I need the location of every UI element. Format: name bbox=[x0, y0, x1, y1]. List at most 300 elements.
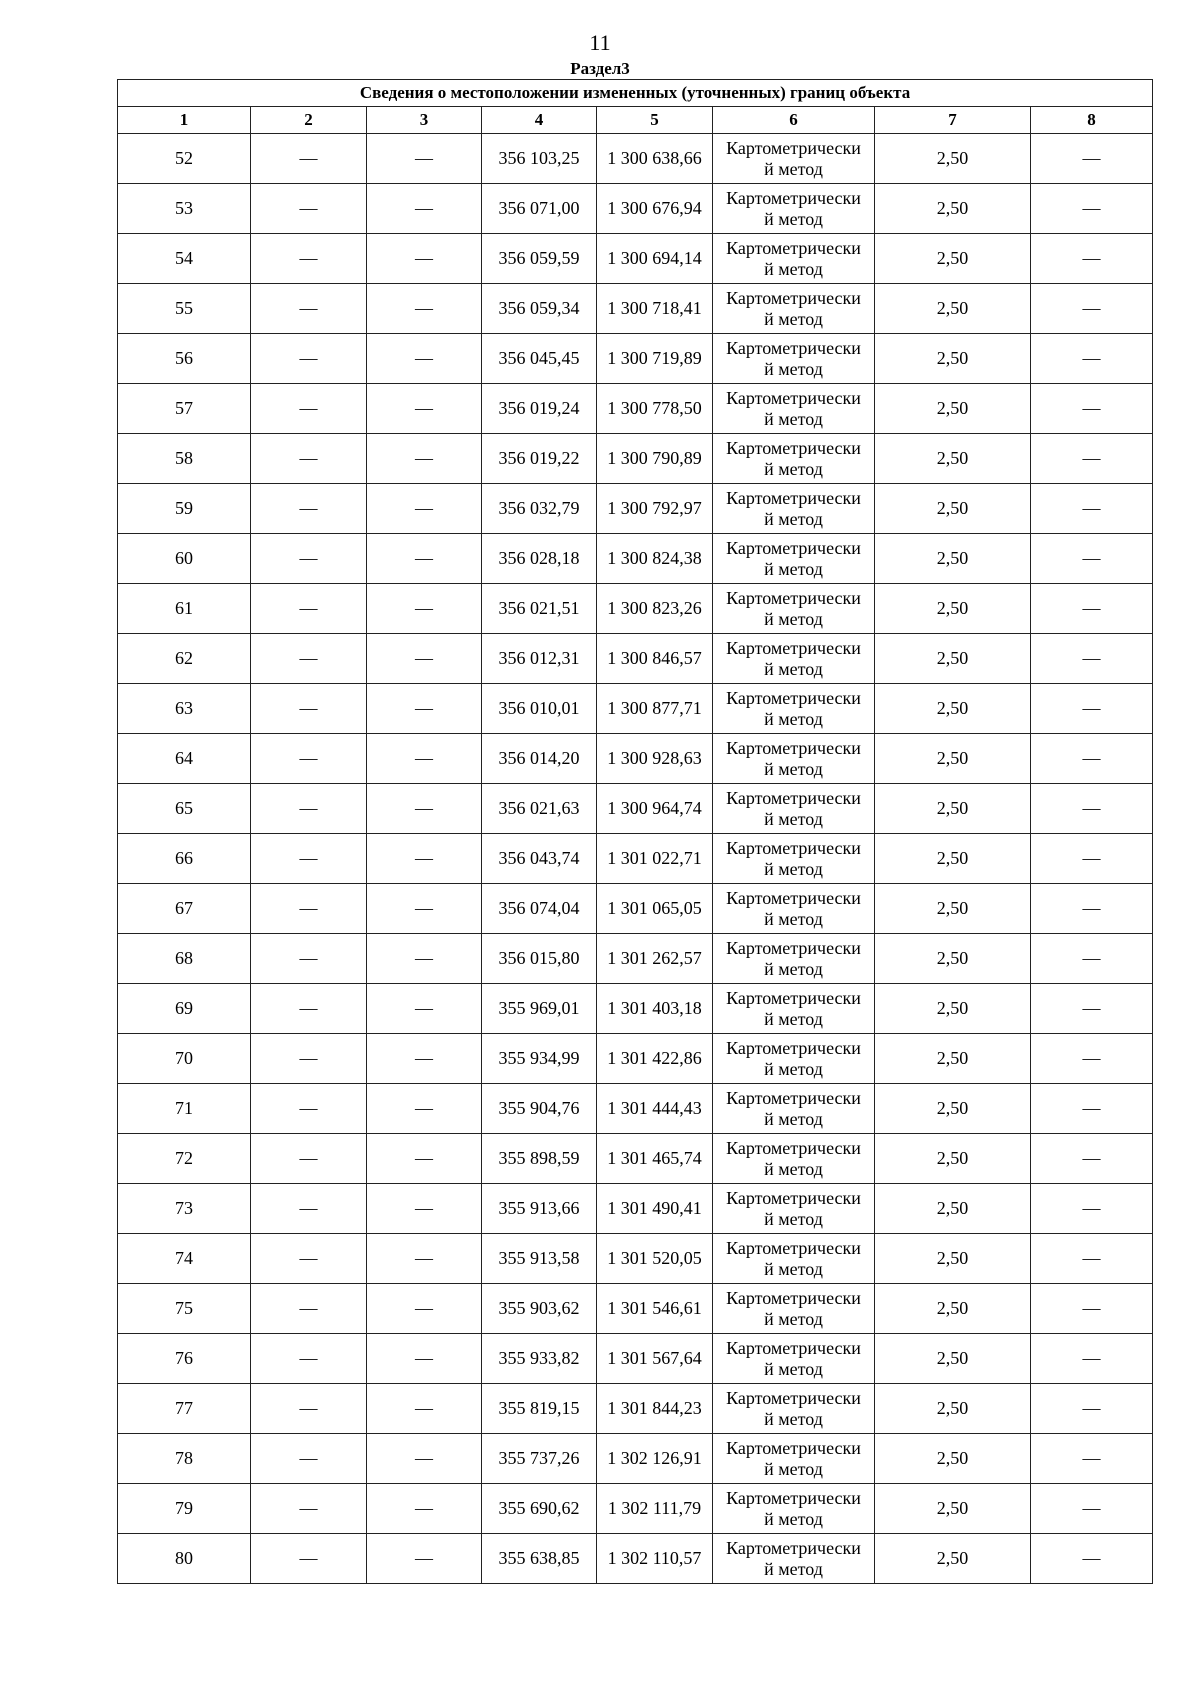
x-coordinate-cell: 356 028,18 bbox=[482, 534, 597, 584]
accuracy-cell: 2,50 bbox=[875, 484, 1031, 534]
method-line-1: Картометрически bbox=[726, 987, 861, 1008]
method-line-2: й метод bbox=[764, 558, 823, 579]
method-cell bbox=[713, 1484, 875, 1534]
table-row bbox=[118, 234, 1153, 284]
x-coordinate-cell: 356 010,01 bbox=[482, 684, 597, 734]
col8-cell: — bbox=[1031, 934, 1153, 984]
col3-cell: — bbox=[367, 734, 482, 784]
point-number-cell: 72 bbox=[118, 1134, 251, 1184]
method-line-1: Картометрически bbox=[726, 887, 861, 908]
accuracy-cell: 2,50 bbox=[875, 684, 1031, 734]
col2-cell: — bbox=[251, 1284, 367, 1334]
method-line-1: Картометрически bbox=[726, 1337, 861, 1358]
accuracy-cell: 2,50 bbox=[875, 334, 1031, 384]
method-line-1: Картометрически bbox=[726, 737, 861, 758]
table-row bbox=[118, 934, 1153, 984]
y-coordinate-cell: 1 301 465,74 bbox=[597, 1134, 713, 1184]
x-coordinate-cell: 355 904,76 bbox=[482, 1084, 597, 1134]
method-line-2: й метод bbox=[764, 1458, 823, 1479]
x-coordinate-cell: 356 074,04 bbox=[482, 884, 597, 934]
method-line-2: й метод bbox=[764, 708, 823, 729]
method-line-1: Картометрически bbox=[726, 1537, 861, 1558]
x-coordinate-cell: 355 898,59 bbox=[482, 1134, 597, 1184]
point-number-cell: 58 bbox=[118, 434, 251, 484]
point-number-cell: 68 bbox=[118, 934, 251, 984]
y-coordinate-cell: 1 302 111,79 bbox=[597, 1484, 713, 1534]
col8-cell: — bbox=[1031, 1384, 1153, 1434]
y-coordinate-cell: 1 301 403,18 bbox=[597, 984, 713, 1034]
method-line-1: Картометрически bbox=[726, 687, 861, 708]
column-header: 3 bbox=[367, 107, 482, 134]
table-row bbox=[118, 1484, 1153, 1534]
accuracy-cell: 2,50 bbox=[875, 1134, 1031, 1184]
y-coordinate-cell: 1 300 676,94 bbox=[597, 184, 713, 234]
table-row bbox=[118, 1384, 1153, 1434]
method-line-1: Картометрически bbox=[726, 437, 861, 458]
page-number: 11 bbox=[589, 30, 611, 55]
accuracy-cell: 2,50 bbox=[875, 834, 1031, 884]
col2-cell: — bbox=[251, 784, 367, 834]
accuracy-cell: 2,50 bbox=[875, 434, 1031, 484]
method-line-1: Картометрически bbox=[726, 1137, 861, 1158]
column-header: 6 bbox=[713, 107, 875, 134]
col2-cell: — bbox=[251, 1534, 367, 1584]
method-cell bbox=[713, 1134, 875, 1184]
x-coordinate-cell: 356 019,24 bbox=[482, 384, 597, 434]
method-cell bbox=[713, 534, 875, 584]
x-coordinate-cell: 356 103,25 bbox=[482, 134, 597, 184]
col2-cell: — bbox=[251, 1234, 367, 1284]
accuracy-cell: 2,50 bbox=[875, 284, 1031, 334]
x-coordinate-cell: 355 819,15 bbox=[482, 1384, 597, 1434]
point-number-cell: 56 bbox=[118, 334, 251, 384]
table-row bbox=[118, 1034, 1153, 1084]
point-number-cell: 73 bbox=[118, 1184, 251, 1234]
col2-cell: — bbox=[251, 384, 367, 434]
col3-cell: — bbox=[367, 134, 482, 184]
x-coordinate-cell: 356 019,22 bbox=[482, 434, 597, 484]
col3-cell: — bbox=[367, 584, 482, 634]
method-cell bbox=[713, 1084, 875, 1134]
col3-cell: — bbox=[367, 984, 482, 1034]
x-coordinate-cell: 356 012,31 bbox=[482, 634, 597, 684]
point-number-cell: 79 bbox=[118, 1484, 251, 1534]
point-number-cell: 64 bbox=[118, 734, 251, 784]
col3-cell: — bbox=[367, 1084, 482, 1134]
table-row bbox=[118, 784, 1153, 834]
method-line-2: й метод bbox=[764, 508, 823, 529]
accuracy-cell: 2,50 bbox=[875, 184, 1031, 234]
accuracy-cell: 2,50 bbox=[875, 934, 1031, 984]
y-coordinate-cell: 1 301 546,61 bbox=[597, 1284, 713, 1334]
col2-cell: — bbox=[251, 684, 367, 734]
method-cell bbox=[713, 784, 875, 834]
method-line-2: й метод bbox=[764, 808, 823, 829]
point-number-cell: 69 bbox=[118, 984, 251, 1034]
accuracy-cell: 2,50 bbox=[875, 984, 1031, 1034]
method-line-1: Картометрически bbox=[726, 337, 861, 358]
x-coordinate-cell: 356 059,59 bbox=[482, 234, 597, 284]
col8-cell: — bbox=[1031, 634, 1153, 684]
col3-cell: — bbox=[367, 434, 482, 484]
col2-cell: — bbox=[251, 584, 367, 634]
x-coordinate-cell: 355 913,58 bbox=[482, 1234, 597, 1284]
method-line-2: й метод bbox=[764, 258, 823, 279]
method-line-1: Картометрически bbox=[726, 1087, 861, 1108]
method-line-2: й метод bbox=[764, 908, 823, 929]
accuracy-cell: 2,50 bbox=[875, 1384, 1031, 1434]
table-row bbox=[118, 1534, 1153, 1584]
point-number-cell: 60 bbox=[118, 534, 251, 584]
method-line-2: й метод bbox=[764, 358, 823, 379]
method-line-1: Картометрически bbox=[726, 237, 861, 258]
col3-cell: — bbox=[367, 884, 482, 934]
col2-cell: — bbox=[251, 1184, 367, 1234]
col2-cell: — bbox=[251, 284, 367, 334]
col8-cell: — bbox=[1031, 534, 1153, 584]
method-cell bbox=[713, 284, 875, 334]
col2-cell: — bbox=[251, 984, 367, 1034]
method-cell bbox=[713, 334, 875, 384]
method-cell bbox=[713, 1234, 875, 1284]
table-row bbox=[118, 534, 1153, 584]
y-coordinate-cell: 1 301 262,57 bbox=[597, 934, 713, 984]
method-line-1: Картометрически bbox=[726, 287, 861, 308]
table-row bbox=[118, 584, 1153, 634]
method-line-2: й метод bbox=[764, 458, 823, 479]
method-line-1: Картометрически bbox=[726, 1237, 861, 1258]
column-header: 5 bbox=[597, 107, 713, 134]
col2-cell: — bbox=[251, 1084, 367, 1134]
point-number-cell: 70 bbox=[118, 1034, 251, 1084]
col3-cell: — bbox=[367, 334, 482, 384]
method-line-1: Картометрически bbox=[726, 1187, 861, 1208]
y-coordinate-cell: 1 301 490,41 bbox=[597, 1184, 713, 1234]
y-coordinate-cell: 1 301 567,64 bbox=[597, 1334, 713, 1384]
y-coordinate-cell: 1 300 928,63 bbox=[597, 734, 713, 784]
method-cell bbox=[713, 984, 875, 1034]
col8-cell: — bbox=[1031, 284, 1153, 334]
x-coordinate-cell: 356 045,45 bbox=[482, 334, 597, 384]
method-line-1: Картометрически bbox=[726, 1387, 861, 1408]
col2-cell: — bbox=[251, 234, 367, 284]
point-number-cell: 52 bbox=[118, 134, 251, 184]
x-coordinate-cell: 355 638,85 bbox=[482, 1534, 597, 1584]
method-cell bbox=[713, 234, 875, 284]
y-coordinate-cell: 1 300 719,89 bbox=[597, 334, 713, 384]
col2-cell: — bbox=[251, 484, 367, 534]
col2-cell: — bbox=[251, 1434, 367, 1484]
x-coordinate-cell: 356 071,00 bbox=[482, 184, 597, 234]
table-row bbox=[118, 984, 1153, 1034]
y-coordinate-cell: 1 301 844,23 bbox=[597, 1384, 713, 1434]
y-coordinate-cell: 1 302 110,57 bbox=[597, 1534, 713, 1584]
y-coordinate-cell: 1 300 718,41 bbox=[597, 284, 713, 334]
y-coordinate-cell: 1 300 877,71 bbox=[597, 684, 713, 734]
x-coordinate-cell: 355 903,62 bbox=[482, 1284, 597, 1334]
method-line-2: й метод bbox=[764, 758, 823, 779]
column-header: 8 bbox=[1031, 107, 1153, 134]
x-coordinate-cell: 355 933,82 bbox=[482, 1334, 597, 1384]
method-cell bbox=[713, 434, 875, 484]
method-line-2: й метод bbox=[764, 1208, 823, 1229]
method-line-2: й метод bbox=[764, 1508, 823, 1529]
accuracy-cell: 2,50 bbox=[875, 784, 1031, 834]
method-line-2: й метод bbox=[764, 308, 823, 329]
y-coordinate-cell: 1 302 126,91 bbox=[597, 1434, 713, 1484]
method-cell bbox=[713, 134, 875, 184]
col2-cell: — bbox=[251, 1384, 367, 1434]
accuracy-cell: 2,50 bbox=[875, 1184, 1031, 1234]
method-line-2: й метод bbox=[764, 608, 823, 629]
x-coordinate-cell: 355 969,01 bbox=[482, 984, 597, 1034]
x-coordinate-cell: 355 690,62 bbox=[482, 1484, 597, 1534]
point-number-cell: 76 bbox=[118, 1334, 251, 1384]
y-coordinate-cell: 1 301 444,43 bbox=[597, 1084, 713, 1134]
table-row bbox=[118, 184, 1153, 234]
table-row bbox=[118, 434, 1153, 484]
point-number-cell: 59 bbox=[118, 484, 251, 534]
x-coordinate-cell: 355 737,26 bbox=[482, 1434, 597, 1484]
col3-cell: — bbox=[367, 284, 482, 334]
x-coordinate-cell: 356 021,51 bbox=[482, 584, 597, 634]
col3-cell: — bbox=[367, 184, 482, 234]
x-coordinate-cell: 356 059,34 bbox=[482, 284, 597, 334]
col8-cell: — bbox=[1031, 1184, 1153, 1234]
col8-cell: — bbox=[1031, 584, 1153, 634]
accuracy-cell: 2,50 bbox=[875, 134, 1031, 184]
method-line-1: Картометрически bbox=[726, 937, 861, 958]
method-cell bbox=[713, 1384, 875, 1434]
col3-cell: — bbox=[367, 1434, 482, 1484]
method-cell bbox=[713, 1184, 875, 1234]
table-row bbox=[118, 1284, 1153, 1334]
method-line-1: Картометрически bbox=[726, 537, 861, 558]
accuracy-cell: 2,50 bbox=[875, 1034, 1031, 1084]
y-coordinate-cell: 1 301 065,05 bbox=[597, 884, 713, 934]
method-line-1: Картометрически bbox=[726, 487, 861, 508]
column-header-row bbox=[118, 107, 1153, 134]
x-coordinate-cell: 355 934,99 bbox=[482, 1034, 597, 1084]
method-cell bbox=[713, 684, 875, 734]
col2-cell: — bbox=[251, 1334, 367, 1384]
point-number-cell: 63 bbox=[118, 684, 251, 734]
method-line-2: й метод bbox=[764, 158, 823, 179]
col8-cell: — bbox=[1031, 134, 1153, 184]
method-line-2: й метод bbox=[764, 1158, 823, 1179]
column-header: 7 bbox=[875, 107, 1031, 134]
col3-cell: — bbox=[367, 1284, 482, 1334]
table-row bbox=[118, 684, 1153, 734]
method-line-1: Картометрически bbox=[726, 637, 861, 658]
table-row bbox=[118, 1334, 1153, 1384]
y-coordinate-cell: 1 301 022,71 bbox=[597, 834, 713, 884]
method-cell bbox=[713, 584, 875, 634]
col2-cell: — bbox=[251, 1034, 367, 1084]
x-coordinate-cell: 355 913,66 bbox=[482, 1184, 597, 1234]
table-row bbox=[118, 1084, 1153, 1134]
col3-cell: — bbox=[367, 684, 482, 734]
method-line-2: й метод bbox=[764, 658, 823, 679]
col8-cell: — bbox=[1031, 1084, 1153, 1134]
method-cell bbox=[713, 884, 875, 934]
col8-cell: — bbox=[1031, 384, 1153, 434]
col3-cell: — bbox=[367, 1334, 482, 1384]
table-row bbox=[118, 1434, 1153, 1484]
col2-cell: — bbox=[251, 934, 367, 984]
method-line-2: й метод bbox=[764, 1058, 823, 1079]
x-coordinate-cell: 356 043,74 bbox=[482, 834, 597, 884]
y-coordinate-cell: 1 300 824,38 bbox=[597, 534, 713, 584]
method-cell bbox=[713, 184, 875, 234]
y-coordinate-cell: 1 300 790,89 bbox=[597, 434, 713, 484]
col8-cell: — bbox=[1031, 1034, 1153, 1084]
col8-cell: — bbox=[1031, 1534, 1153, 1584]
x-coordinate-cell: 356 015,80 bbox=[482, 934, 597, 984]
col2-cell: — bbox=[251, 884, 367, 934]
y-coordinate-cell: 1 300 823,26 bbox=[597, 584, 713, 634]
method-line-1: Картометрически bbox=[726, 1287, 861, 1308]
y-coordinate-cell: 1 300 846,57 bbox=[597, 634, 713, 684]
accuracy-cell: 2,50 bbox=[875, 1084, 1031, 1134]
table-row bbox=[118, 1134, 1153, 1184]
method-cell bbox=[713, 1034, 875, 1084]
method-line-2: й метод bbox=[764, 1358, 823, 1379]
column-header: 1 bbox=[118, 107, 251, 134]
accuracy-cell: 2,50 bbox=[875, 1484, 1031, 1534]
method-line-1: Картометрически bbox=[726, 1487, 861, 1508]
method-cell bbox=[713, 634, 875, 684]
method-cell bbox=[713, 1434, 875, 1484]
col8-cell: — bbox=[1031, 1334, 1153, 1384]
table-row bbox=[118, 284, 1153, 334]
col3-cell: — bbox=[367, 834, 482, 884]
method-line-2: й метод bbox=[764, 1308, 823, 1329]
table-row bbox=[118, 884, 1153, 934]
point-number-cell: 75 bbox=[118, 1284, 251, 1334]
table-caption: Сведения о местоположении измененных (уточненных) границ объекта bbox=[118, 80, 1153, 107]
col2-cell: — bbox=[251, 834, 367, 884]
coordinates-table bbox=[117, 79, 1153, 1584]
x-coordinate-cell: 356 021,63 bbox=[482, 784, 597, 834]
col3-cell: — bbox=[367, 1234, 482, 1284]
table-row bbox=[118, 484, 1153, 534]
point-number-cell: 78 bbox=[118, 1434, 251, 1484]
point-number-cell: 67 bbox=[118, 884, 251, 934]
x-coordinate-cell: 356 014,20 bbox=[482, 734, 597, 784]
method-cell bbox=[713, 1284, 875, 1334]
table-row bbox=[118, 1184, 1153, 1234]
point-number-cell: 71 bbox=[118, 1084, 251, 1134]
accuracy-cell: 2,50 bbox=[875, 734, 1031, 784]
point-number-cell: 53 bbox=[118, 184, 251, 234]
method-line-1: Картометрически bbox=[726, 137, 861, 158]
method-line-2: й метод bbox=[764, 1108, 823, 1129]
col8-cell: — bbox=[1031, 834, 1153, 884]
col8-cell: — bbox=[1031, 1284, 1153, 1334]
col8-cell: — bbox=[1031, 734, 1153, 784]
accuracy-cell: 2,50 bbox=[875, 634, 1031, 684]
col8-cell: — bbox=[1031, 184, 1153, 234]
accuracy-cell: 2,50 bbox=[875, 1334, 1031, 1384]
method-line-2: й метод bbox=[764, 958, 823, 979]
accuracy-cell: 2,50 bbox=[875, 1534, 1031, 1584]
method-line-1: Картометрически bbox=[726, 187, 861, 208]
accuracy-cell: 2,50 bbox=[875, 534, 1031, 584]
method-line-2: й метод bbox=[764, 208, 823, 229]
method-cell bbox=[713, 734, 875, 784]
point-number-cell: 66 bbox=[118, 834, 251, 884]
col8-cell: — bbox=[1031, 784, 1153, 834]
method-cell bbox=[713, 934, 875, 984]
col3-cell: — bbox=[367, 1534, 482, 1584]
col2-cell: — bbox=[251, 1134, 367, 1184]
point-number-cell: 80 bbox=[118, 1534, 251, 1584]
y-coordinate-cell: 1 300 778,50 bbox=[597, 384, 713, 434]
col2-cell: — bbox=[251, 1484, 367, 1534]
col8-cell: — bbox=[1031, 684, 1153, 734]
method-line-1: Картометрически bbox=[726, 587, 861, 608]
col3-cell: — bbox=[367, 1034, 482, 1084]
method-line-2: й метод bbox=[764, 1008, 823, 1029]
accuracy-cell: 2,50 bbox=[875, 1434, 1031, 1484]
col3-cell: — bbox=[367, 1384, 482, 1434]
method-cell bbox=[713, 384, 875, 434]
col2-cell: — bbox=[251, 734, 367, 784]
method-line-1: Картометрически bbox=[726, 1037, 861, 1058]
y-coordinate-cell: 1 301 422,86 bbox=[597, 1034, 713, 1084]
col8-cell: — bbox=[1031, 434, 1153, 484]
accuracy-cell: 2,50 bbox=[875, 234, 1031, 284]
method-line-2: й метод bbox=[764, 858, 823, 879]
point-number-cell: 77 bbox=[118, 1384, 251, 1434]
point-number-cell: 74 bbox=[118, 1234, 251, 1284]
method-cell bbox=[713, 1334, 875, 1384]
col3-cell: — bbox=[367, 1184, 482, 1234]
accuracy-cell: 2,50 bbox=[875, 584, 1031, 634]
col8-cell: — bbox=[1031, 884, 1153, 934]
point-number-cell: 65 bbox=[118, 784, 251, 834]
col3-cell: — bbox=[367, 484, 482, 534]
col3-cell: — bbox=[367, 1484, 482, 1534]
point-number-cell: 55 bbox=[118, 284, 251, 334]
table-row bbox=[118, 634, 1153, 684]
accuracy-cell: 2,50 bbox=[875, 1284, 1031, 1334]
col8-cell: — bbox=[1031, 984, 1153, 1034]
col8-cell: — bbox=[1031, 234, 1153, 284]
col2-cell: — bbox=[251, 134, 367, 184]
col3-cell: — bbox=[367, 534, 482, 584]
section-title: Раздел3 bbox=[570, 59, 630, 78]
y-coordinate-cell: 1 300 964,74 bbox=[597, 784, 713, 834]
method-line-2: й метод bbox=[764, 1408, 823, 1429]
table-row bbox=[118, 384, 1153, 434]
method-line-2: й метод bbox=[764, 1258, 823, 1279]
accuracy-cell: 2,50 bbox=[875, 884, 1031, 934]
col3-cell: — bbox=[367, 634, 482, 684]
point-number-cell: 54 bbox=[118, 234, 251, 284]
method-line-1: Картометрически bbox=[726, 837, 861, 858]
col8-cell: — bbox=[1031, 1434, 1153, 1484]
y-coordinate-cell: 1 300 638,66 bbox=[597, 134, 713, 184]
col8-cell: — bbox=[1031, 1134, 1153, 1184]
table-row bbox=[118, 334, 1153, 384]
method-line-1: Картометрически bbox=[726, 1437, 861, 1458]
column-header: 4 bbox=[482, 107, 597, 134]
col8-cell: — bbox=[1031, 1484, 1153, 1534]
method-line-1: Картометрически bbox=[726, 387, 861, 408]
col2-cell: — bbox=[251, 434, 367, 484]
